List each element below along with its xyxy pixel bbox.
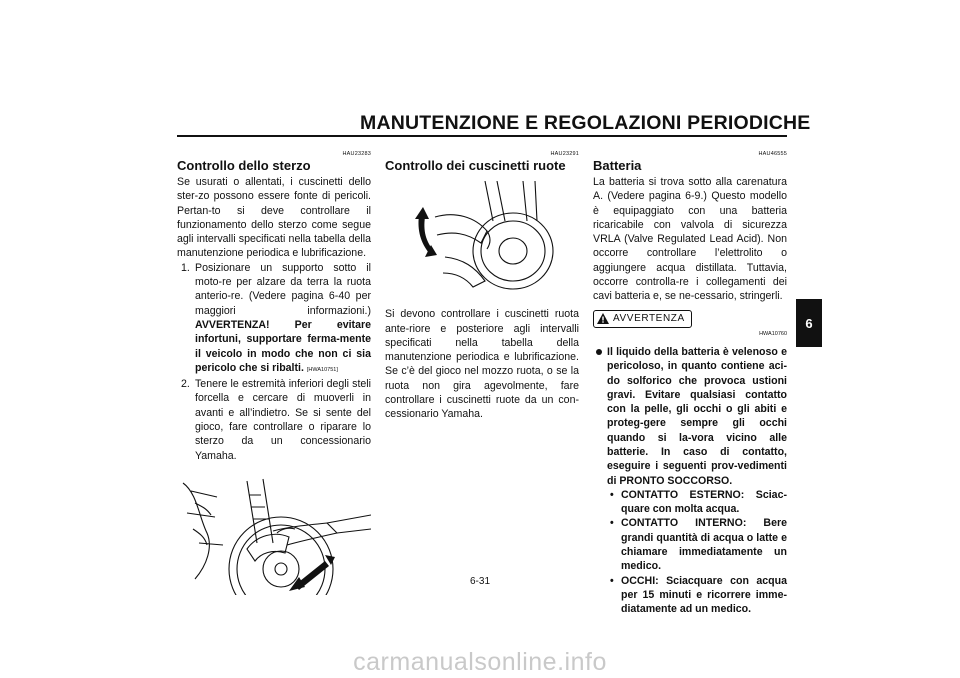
column-steering-check bbox=[177, 150, 371, 599]
step-number: 1. bbox=[181, 261, 190, 274]
page-title: MANUTENZIONE E REGOLAZIONI PERIODICHE bbox=[360, 112, 811, 134]
warning-item bbox=[593, 345, 787, 617]
steering-check-illustration bbox=[177, 473, 371, 595]
first-aid-list bbox=[607, 488, 787, 617]
watermark: carmanualsonline.info bbox=[353, 648, 607, 676]
section-intro: Se usurati o allentati, i cuscinetti dello ster-zo possono essere fonte di pericoli. Pertan-to si deve controllare il funzionamento dello sterzo come segue agli intervalli specificati nella tabella della manutenzione periodica e lubrificazione. bbox=[177, 176, 371, 260]
title-rule bbox=[177, 135, 787, 137]
section-code: HAU46555 bbox=[758, 151, 787, 157]
warning-badge bbox=[593, 310, 692, 328]
section-body: Si devono controllare i cuscinetti ruota ante-riore e posteriore agli intervalli specificati nella tabella della manutenzione periodica e lubrificazione. Se c’è del gioco nel mozzo ruota, o se la ruota non gira agevolmente, fare controllare i cuscinetti ruote da un con-cessionario Yamaha. bbox=[385, 308, 579, 421]
step-text: Posizionare un supporto sotto il moto-re per alzare da terra la ruota anterio-re. (Vedere pagina 6-40 per maggiori informazioni.) bbox=[195, 261, 371, 317]
step-number: 2. bbox=[181, 378, 190, 391]
page-number: 6-31 bbox=[469, 576, 490, 587]
warning-list bbox=[593, 345, 787, 617]
section-body: La batteria si trova sotto alla carenatura A. (Vedere pagina 6-9.) Questo modello è equipaggiato con una batteria ricaricabile con valvola di sicurezza VRLA (Valve Regulated Lead Acid). Non occorre controllare l’elettrolito o aggiungere acqua distillata. Tuttavia, occorre controlla-re i collegamenti dei cavi batteria e, se ne-cessario, stringerli. bbox=[593, 176, 787, 303]
first-aid-item: • CONTATTO INTERNO: Bere grandi quantità di acqua o latte e chiamare immediatamente un medico. bbox=[607, 516, 787, 573]
section-heading: Controllo dello sterzo bbox=[177, 158, 311, 173]
section-heading: Batteria bbox=[593, 158, 642, 173]
first-aid-item: • OCCHI: Sciacquare con acqua per 15 minuti e ricorrere imme-diatamente ad un medico. bbox=[607, 574, 787, 617]
warning-text: Il liquido della batteria è velenoso e pericoloso, in quanto contiene aci-do solforico che provoca ustioni gravi. Evitare qualsiasi contatto con la pelle, gli occhi o gli abiti e proteg-gere sempre gli occhi quando si la-vora vicino alle batterie. In caso di contatto, eseguire i seguenti prov-vedimenti di PRONTO SOCCORSO. bbox=[607, 345, 787, 487]
section-code: HAU23291 bbox=[550, 151, 579, 157]
section-heading: Controllo dei cuscinetti ruote bbox=[385, 158, 566, 173]
first-aid-item: • CONTATTO ESTERNO: Sciac-quare con molta acqua. bbox=[607, 488, 787, 517]
step-2 bbox=[177, 377, 371, 463]
chapter-tab: 6 bbox=[796, 299, 822, 347]
warning-triangle-icon bbox=[597, 313, 609, 324]
column-battery bbox=[593, 150, 787, 617]
warning-code: [HWA10751] bbox=[306, 366, 338, 373]
step-text: Tenere le estremità inferiori degli steli forcella e cercare di muoverli in avanti e all’indietro. Se si sente del gioco, fare controllare o riparare lo sterzo da un concessionario Yamaha. bbox=[195, 378, 371, 462]
warning-code: HWA10760 bbox=[759, 330, 787, 337]
step-1 bbox=[177, 261, 371, 377]
warning-label: AVVERTENZA bbox=[613, 312, 685, 324]
steps-list bbox=[177, 261, 371, 463]
wheel-bearings-illustration bbox=[415, 181, 555, 291]
step-warning: AVVERTENZA! Per evitare infortuni, supportare ferma-mente il veicolo in modo che non ci sia pericolo che si ribalti. bbox=[195, 318, 371, 374]
section-code: HAU23283 bbox=[342, 151, 371, 157]
column-wheel-bearings bbox=[385, 150, 579, 422]
